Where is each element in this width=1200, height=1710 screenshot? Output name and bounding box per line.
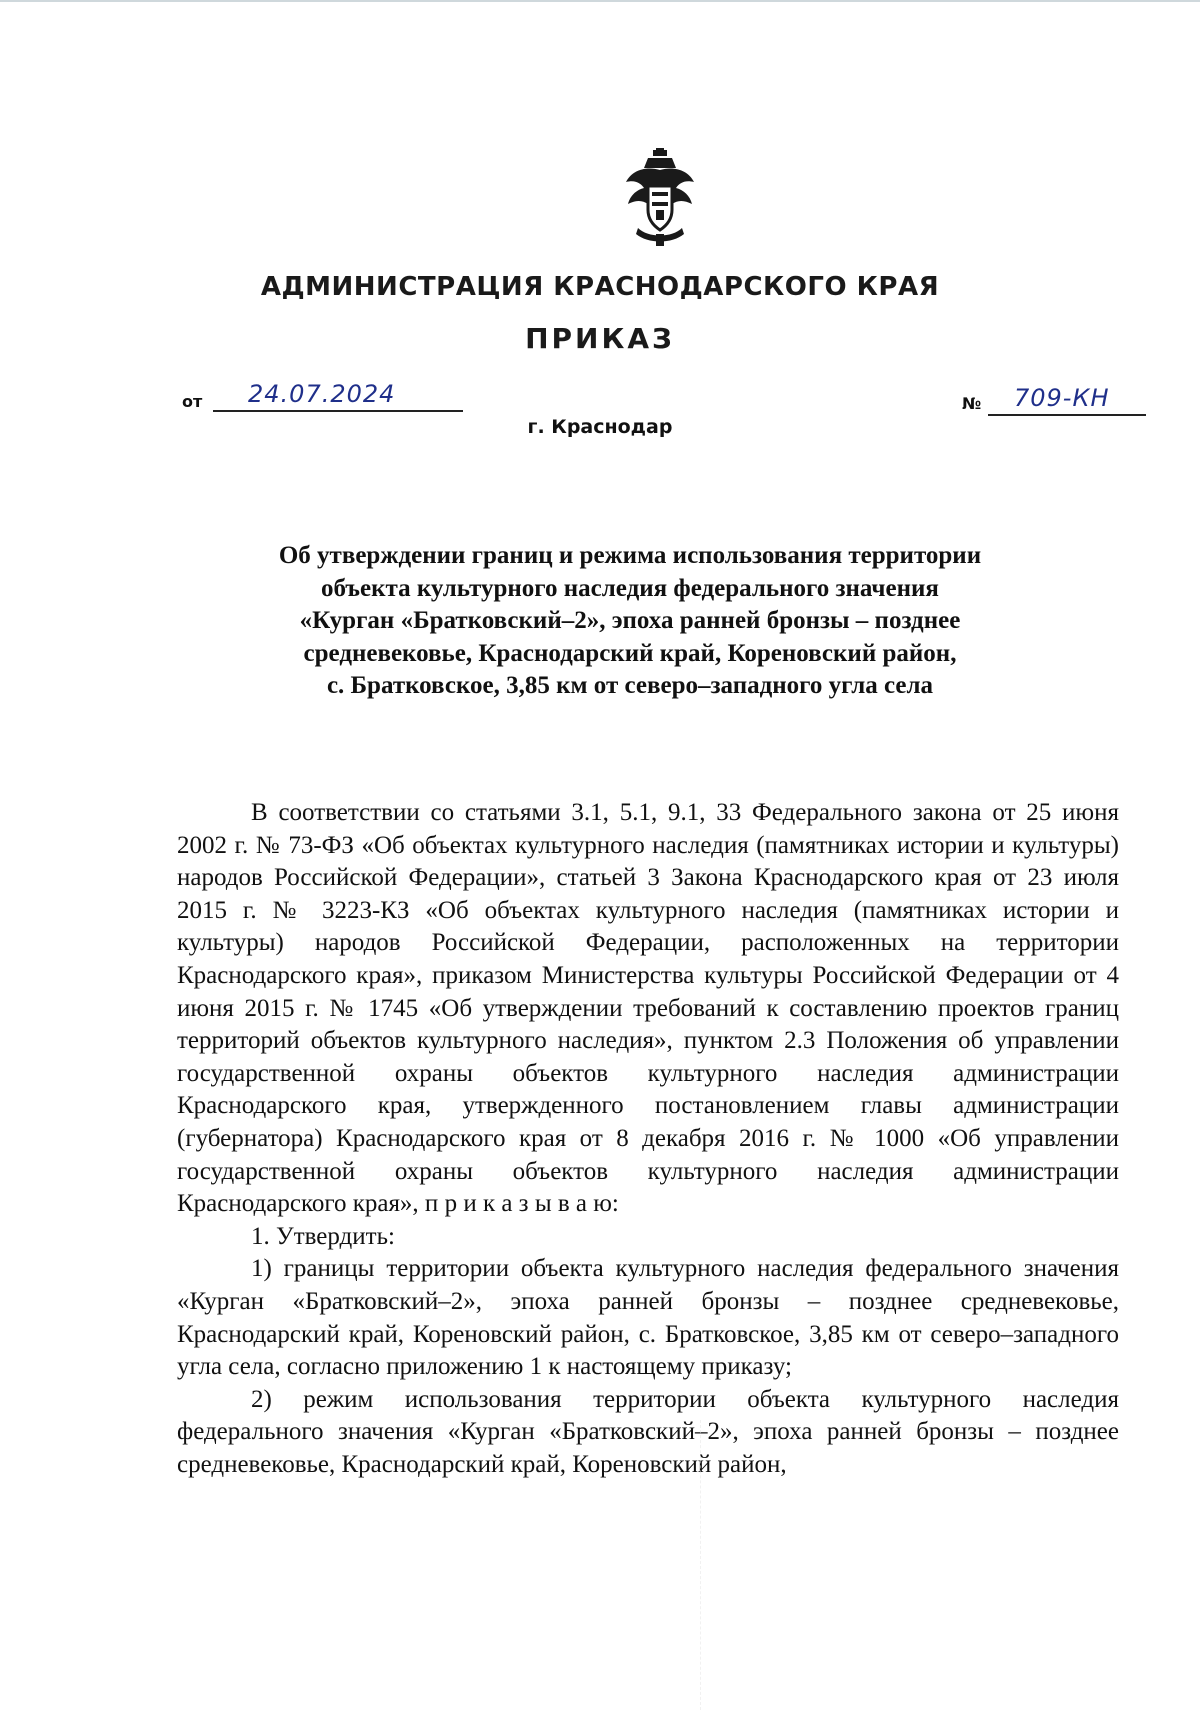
order-item-1: 1. Утвердить: [251, 1222, 395, 1250]
document-body [177, 797, 1119, 1481]
order-subitem-2: 2) режим использования территории объекта культурного наследия федерального значения «Курган «Братковский–2», эпоха ранней бронзы – позднее средневековье, Краснодарский край, Кореновский район, [177, 1385, 1119, 1478]
date-underline [213, 410, 463, 412]
scan-edge [0, 0, 1200, 2]
date-label: от [182, 392, 203, 411]
document-type: ПРИКАЗ [525, 322, 675, 355]
organization-title: АДМИНИСТРАЦИЯ КРАСНОДАРСКОГО КРАЯ [260, 272, 940, 302]
subject-line: с. Братковское, 3,85 км от северо–западного угла села [326, 672, 934, 699]
order-subitem-1: 1) границы территории объекта культурного наследия федерального значения «Курган «Братковский–2», эпоха ранней бронзы – позднее средневековье, Краснодарский край, Кореновский район, с. Братковское, 3,85 км от северо–западного угла села, согласно приложению 1 к настоящему приказу; [177, 1255, 1119, 1381]
handwritten-date: 24.07.2024 [248, 380, 396, 408]
preamble-paragraph: В соответствии со статьями 3.1, 5.1, 9.1, 33 Федерального закона от 25 июня 2002 г. № 73-ФЗ «Об объектах культурного наследия (памятниках истории и культуры) народов Российской Федерации», статьей 3 Закона Краснодарского края от 23 июля 2015 г. № 3223-КЗ «Об объектах культурного наследия (памятниках истории и культуры) народов Российской Федерации, расположенных на территории Краснодарского края», приказом Министерства культуры Российской Федерации от 4 июня 2015 г. № 1745 «Об утверждении требований к составлению проектов границ территорий объектов культурного наследия», пунктом 2.3 Положения об управлении государственной охраны объектов культурного наследия администрации Краснодарского края, утвержденного постановлением главы администрации (губернатора) Краснодарского края от 8 декабря 2016 г. № 1000 «Об управлении государственной охраны объектов культурного наследия администрации Краснодарского края», п р и к а з ы в а ю: [177, 799, 1119, 1218]
subject-line: объекта культурного наследия федерального значения [321, 574, 939, 602]
subject-line: Об утверждении границ и режима использования территории [278, 542, 982, 569]
subject-line: «Курган «Братковский–2», эпоха ранней бронзы – позднее [299, 607, 961, 634]
subject-line: средневековье, Краснодарский край, Кореновский район, [303, 639, 957, 667]
coat-of-arms-icon [620, 148, 700, 248]
number-label: № [962, 394, 982, 413]
city: г. Краснодар [527, 416, 673, 438]
handwritten-number: 709-КН [1014, 384, 1110, 412]
document-subject [200, 540, 1060, 703]
faint-stamp-shadow [700, 1420, 1141, 1710]
